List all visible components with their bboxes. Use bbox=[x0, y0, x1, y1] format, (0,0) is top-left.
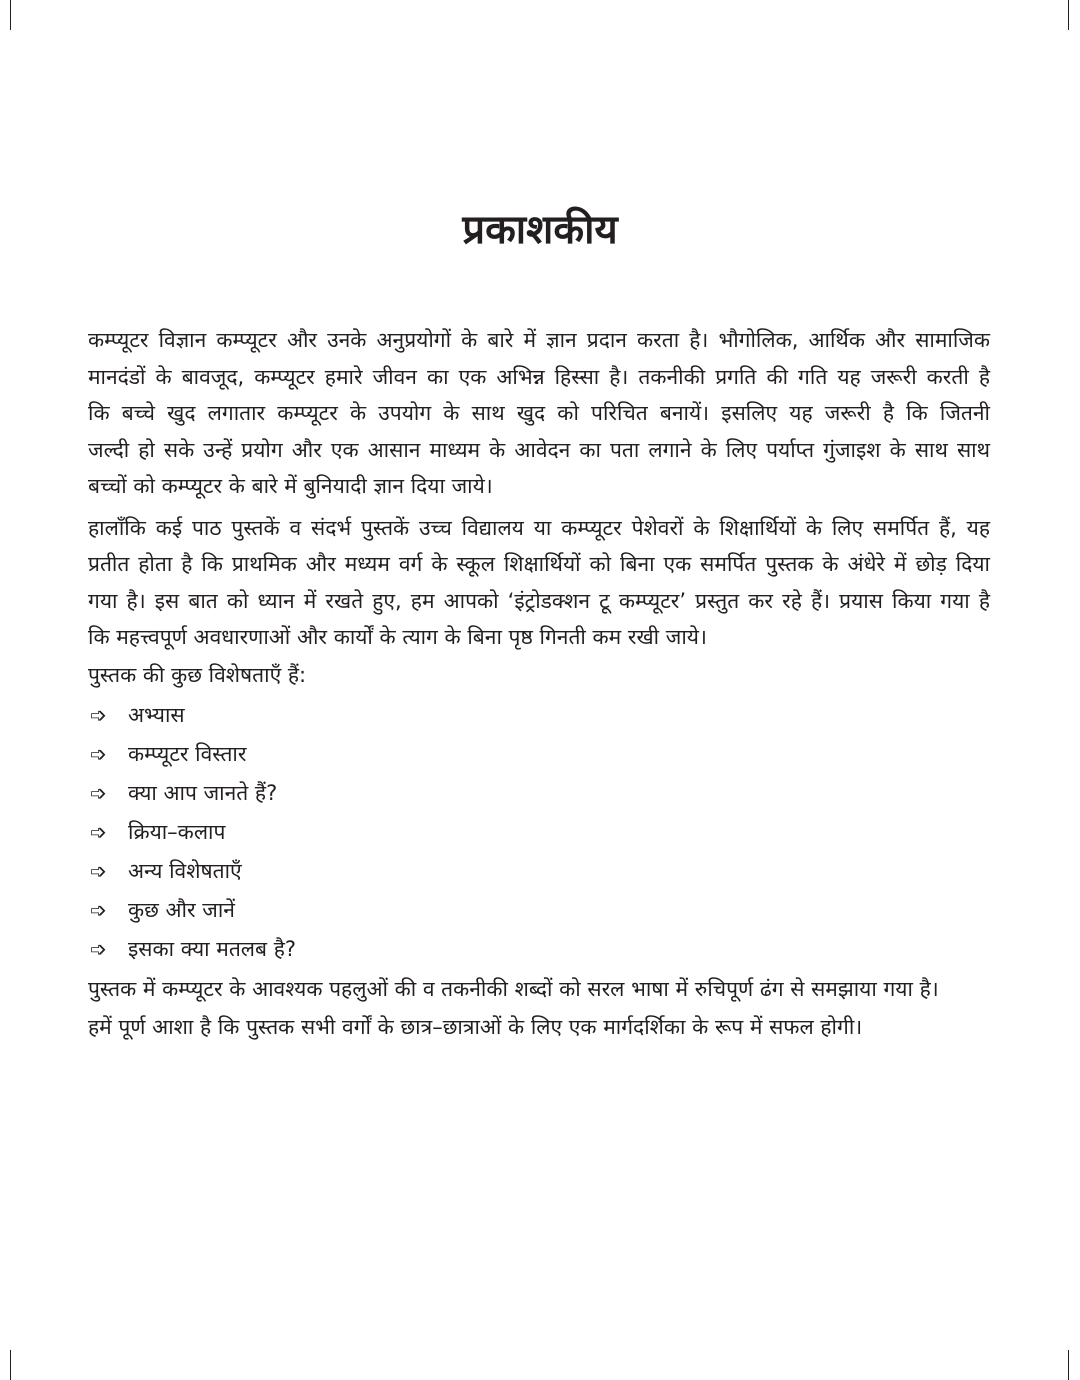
arrow-right-icon: ➩ bbox=[90, 859, 107, 883]
arrow-right-icon: ➩ bbox=[90, 937, 107, 961]
text-line: बच्चों को कम्प्यूटर के बारे में बुनियादी ज्ञान दिया जाये। bbox=[88, 474, 493, 498]
text-line: मानदंडों के बावजूद, कम्प्यूटर हमारे जीवन का एक अभिन्न हिस्सा है। तकनीकी प्रगति की गति यह जरूरी करती है bbox=[88, 365, 990, 389]
text-line: जल्दी हो सके उन्हें प्रयोग और एक आसान माध्यम के आवेदन का पता लगाने के लिए पर्याप्त गुंजाइश के साथ साथ bbox=[88, 438, 990, 462]
list-item-label: इसका क्या मतलब है? bbox=[128, 937, 297, 961]
crop-mark-bottom-left bbox=[10, 1350, 11, 1380]
list-item bbox=[90, 896, 235, 924]
text-line: कम्प्यूटर विज्ञान कम्प्यूटर और उनके अनुप्रयोगों के बारे में ज्ञान प्रदान करता है। भौगोलिक, आर्थिक और सामाजिक bbox=[88, 328, 990, 352]
text-line: हमें पूर्ण आशा है कि पुस्तक सभी वर्गों के छात्र–छात्राओं के लिए एक मार्गदर्शिका के रूप में सफल होगी। bbox=[88, 1015, 863, 1039]
text-line: प्रतीत होता है कि प्राथमिक और मध्यम वर्ग के स्कूल शिक्षार्थियों को बिना एक समर्पित पुस्तक के अंधेरे में छोड़ दिया bbox=[88, 552, 990, 576]
list-item bbox=[90, 857, 242, 885]
list-item-label: अन्य विशेषताएँ bbox=[128, 859, 242, 883]
text-line: गया है। इस बात को ध्यान में रखते हुए, हम आपको ‘इंट्रोडक्शन टू कम्प्यूटर’ प्रस्तुत कर रहे हैं। प्रयास किया गया है bbox=[88, 589, 990, 613]
list-item bbox=[90, 779, 277, 807]
text-line: कि बच्चे खुद लगातार कम्प्यूटर के उपयोग के साथ खुद को परिचित बनायें। इसलिए यह जरूरी है कि जितनी bbox=[88, 401, 990, 425]
list-item bbox=[90, 935, 296, 963]
list-item-label: अभ्यास bbox=[128, 703, 185, 727]
list-item-label: कुछ और जानें bbox=[128, 898, 235, 922]
text-line: कि महत्त्वपूर्ण अवधारणाओं और कार्यों के त्याग के बिना पृष्ठ गिनती कम रखी जाये। bbox=[88, 625, 707, 649]
list-item-label: क्रिया–कलाप bbox=[128, 820, 226, 844]
list-item bbox=[90, 818, 225, 846]
crop-mark-top-left bbox=[10, 0, 11, 30]
page-title: प्रकाशकीय bbox=[462, 207, 618, 253]
features-intro: पुस्तक की कुछ विशेषताएँ हैं: bbox=[88, 663, 307, 687]
crop-mark-top-right bbox=[1068, 0, 1069, 30]
list-item-label: क्या आप जानते हैं? bbox=[128, 781, 278, 805]
list-item bbox=[90, 740, 246, 768]
text-line: हालाँकि कई पाठ पुस्तकें व संदर्भ पुस्तकें उच्च विद्यालय या कम्प्यूटर पेशेवरों के शिक्षार्थियों के लिए समर्पित हैं, यह bbox=[88, 516, 990, 540]
arrow-right-icon: ➩ bbox=[90, 820, 107, 844]
list-item bbox=[90, 701, 185, 729]
list-item-label: कम्प्यूटर विस्तार bbox=[128, 742, 247, 766]
arrow-right-icon: ➩ bbox=[90, 742, 107, 766]
crop-mark-bottom-right bbox=[1068, 1350, 1069, 1380]
text-line: पुस्तक में कम्प्यूटर के आवश्यक पहलुओं की व तकनीकी शब्दों को सरल भाषा में रुचिपूर्ण ढंग से समझाया गया है। bbox=[88, 977, 939, 1001]
arrow-right-icon: ➩ bbox=[90, 781, 107, 805]
arrow-right-icon: ➩ bbox=[90, 898, 107, 922]
arrow-right-icon: ➩ bbox=[90, 703, 107, 727]
